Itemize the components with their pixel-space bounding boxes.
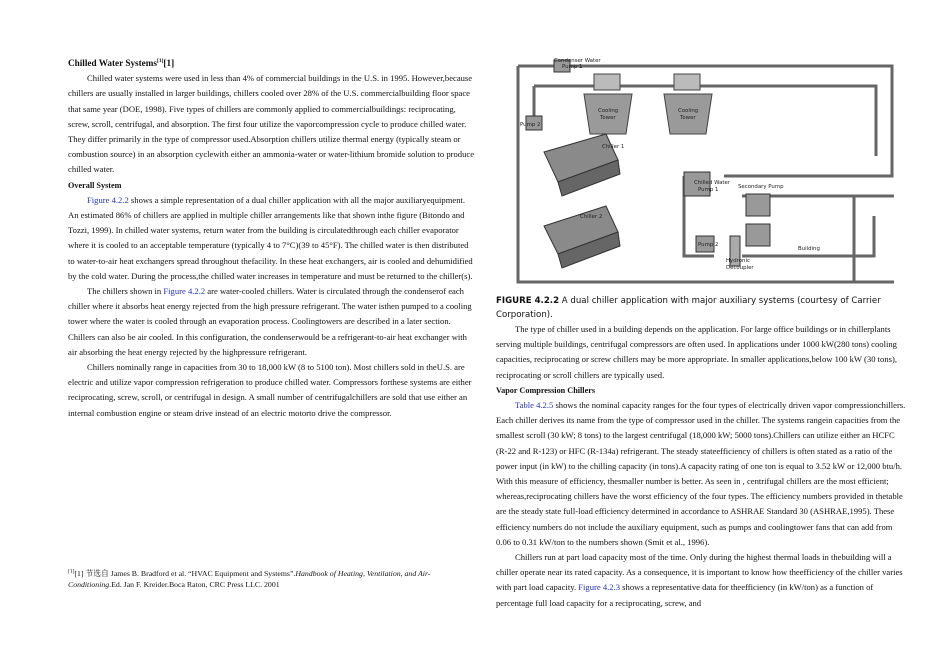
svg-text:Pump 1: Pump 1 (562, 64, 583, 70)
svg-text:Chiller 1: Chiller 1 (602, 144, 625, 150)
pump-icon (746, 194, 770, 216)
paragraph: The chillers shown in Figure 4.2.2 are water-cooled chillers. Water is circulated through the condenserof each chiller where it absorbs heat energy rejected from the high pressure refrigerant. The water isthen pumped to a cooling tower where the water is cooled through an evaporation process. Coolingtowers are described in a later section. Chillers can also be air cooled. In this configuration, the condenserwould be a refrigerant-to-air heat exchanger with air absorbing the heat energy rejected by the highpressure refrigerant. (68, 286, 472, 357)
right-column (496, 322, 908, 611)
left-column (68, 56, 474, 421)
figure-link[interactable]: Figure 4.2.2 (163, 286, 206, 297)
svg-text:Building: Building (798, 246, 820, 252)
svg-text:Pump 1: Pump 1 (698, 187, 719, 193)
svg-text:Tower: Tower (600, 115, 616, 121)
figure-link[interactable]: Figure 4.2.3 (578, 582, 621, 593)
svg-text:Pump 2: Pump 2 (520, 122, 541, 128)
svg-text:Chilled Water: Chilled Water (694, 180, 731, 186)
figure-caption: FIGURE 4.2.2 A dual chiller application with major auxiliary systems (courtesy of Carrier Corporation). (496, 296, 881, 320)
svg-text:Hydronic: Hydronic (726, 258, 750, 264)
svg-text:Pump 2: Pump 2 (698, 242, 719, 248)
chiller-diagram (514, 56, 910, 288)
cooling-tower (584, 74, 632, 134)
paragraph: Chillers run at part load capacity most of the time. Only during the highest thermal loads in thebuilding will a chiller operate near its rated capacity. As a consequence, it is important to know how theefficiency of the chiller varies with part load capacity. Figure 4.2.3 shows a representative data for theefficiency (in kW/ton) as a function of percentage full load capacity for a reciprocating, screw, and (496, 552, 903, 608)
svg-text:Cooling: Cooling (598, 108, 619, 114)
svg-text:Decoupler: Decoupler (726, 265, 754, 271)
paragraph: Table 4.2.5 shows the nominal capacity ranges for the four types of electrically driven vapor compressionchillers. Each chiller derives its name from the type of compressor used in the chiller. The systems rangein capacities from the smallest scroll (30 kW; 8 tons) to the largest centrifugal (18,000 kW; 5000 tons).Chillers can utilize either an HCFC (R-22 and R-123) or HFC (R-134a) refrigerant. The steady stateefficiency of chillers is often stated as a ratio of the power input (in kW) to the chilling capacity (in tons).A capacity rating of one ton is equal to 3.52 kW or 12,000 btu/h. With this measure of efficiency, thesmaller number is better. As seen in , centrifugal chillers are the most efficient; whereas,reciprocating chillers have the worst efficiency of the four types. The efficiency numbers provided in thetable are the steady state full-load efficiency determined in accordance to ASHRAE Standard 30 (ASHRAE,1995). These efficiency numbers do not include the auxiliary equipment, such as pumps and coolingtower fans that can add from 0.06 to 0.31 kW/ton to the numbers shown (Smit et al., 1996). (496, 400, 906, 547)
section-heading: Chilled Water Systems[1][1] (68, 57, 175, 68)
svg-text:Tower: Tower (680, 115, 696, 121)
figure-link[interactable]: Figure 4.2.2 (87, 194, 129, 205)
svg-text:Chiller 2: Chiller 2 (580, 214, 603, 220)
paragraph: The type of chiller used in a building depends on the application. For large office buildings or in chillerplants serving multiple buildings, centrifugal compressors are often used. In applications under 1000 kW(280 tons) cooling capacities, reciprocating or screw chillers may be more appropriate. In smaller applications,below 100 kW (30 tons), reciprocating or scroll chillers are typically used. (496, 324, 897, 380)
subheading-vapor-compression: Vapor Compression Chillers (496, 385, 596, 395)
svg-text:Condenser Water: Condenser Water (554, 58, 601, 64)
table-link[interactable]: Table 4.2.5 (515, 400, 554, 411)
pump-icon (746, 224, 770, 246)
paragraph: Figure 4.2.2 shows a simple representation of a dual chiller application with all the major auxiliaryequipment. An estimated 86% of chillers are applied in multiple chiller arrangements like that shown inthe figure (Bitondo and Tozzi, 1999). In chilled water systems, return water from the building is circulatedthrough each chiller evaporator where it is cooled to an acceptable temperature (typically 4 to 7°C)(39 to 45°F). The chilled water is then distributed to water-to-air heat exchangers spread throughout thefacility. In these heat exchangers, air is cooled and dehumidified by the cold water. During the process,the chilled water increases in temperature and must be returned to the chiller(s). (68, 194, 473, 281)
paragraph: Chilled water systems were used in less than 4% of commercial buildings in the U.S. in 1995. However,because chillers are usually installed in larger buildings, chillers cooled over 28% of the U.S. commercialbuilding floor space that same year (DOE, 1998). Five types of chillers are commonly applied to commercialbuildings: reciprocating, screw, scroll, centrifugal, and absorption. The first four utilize the vaporcompression cycle to produce chilled water. They differ primarily in the type of compressor used.Absorption chillers utilize thermal energy (typically steam or combustion source) in an absorption cyclewith either an ammonia-water or water-lithium bromide solution to produce chilled water. (68, 73, 475, 175)
footnote: [1][1] 节选自 James B. Bradford et al. “HVAC Equipment and Systems”.Handbook of Heating, Ventilation, and Air-Conditioning.Ed. Jan F. Kreider.Boca Raton, CRC Press LLC. 2001 (68, 568, 431, 589)
subheading-overall-system: Overall System (68, 180, 122, 190)
svg-text:Cooling: Cooling (678, 108, 699, 114)
footnote-ref[interactable]: [1] (157, 57, 164, 64)
svg-text:Secondary Pump: Secondary Pump (738, 184, 784, 190)
cooling-tower (664, 74, 712, 134)
paragraph: Chillers nominally range in capacities from 30 to 18,000 kW (8 to 5100 ton). Most chillers sold in theU.S. are electric and utilize vapor compression refrigeration to produce chilled water. Compressors forthese systems are either reciprocating, screw, scroll, or centrifugal in design. A small number of centrifugalchillers are sold that use either an internal combustion engine or steam drive instead of an electric motorto drive the compressor. (68, 362, 472, 418)
dual-chiller-figure (514, 56, 910, 288)
